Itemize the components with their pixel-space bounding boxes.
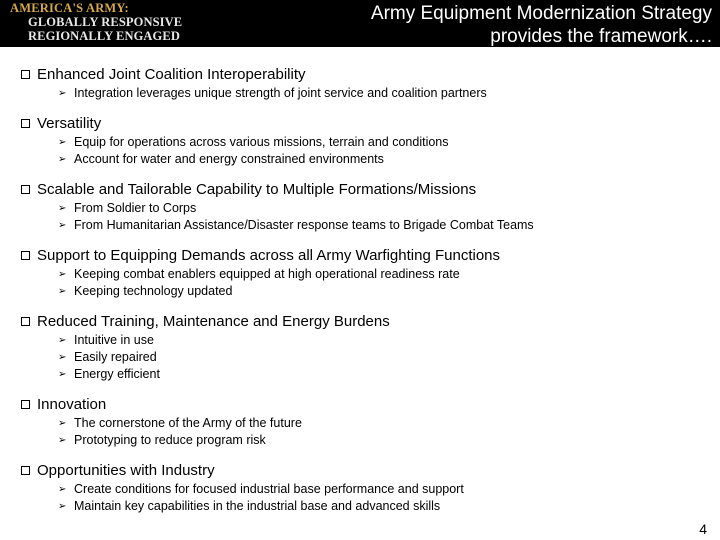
bullet-item — [58, 498, 712, 515]
checkbox-bullet-icon — [21, 251, 30, 260]
bullet-text: Account for water and energy constrained environments — [74, 152, 384, 166]
bullet-list — [58, 134, 712, 168]
bullet-list — [58, 481, 712, 515]
bullet-list — [58, 415, 712, 449]
arrow-bullet-icon: ➢ — [58, 88, 67, 99]
checkbox-bullet-icon — [21, 185, 30, 194]
slide-header — [0, 0, 720, 47]
bullet-list — [58, 266, 712, 300]
section-heading — [22, 461, 712, 480]
section — [22, 461, 712, 515]
logo-line-2: GLOBALLY RESPONSIVE — [28, 15, 183, 29]
section-heading — [22, 312, 712, 331]
arrow-bullet-icon: ➢ — [58, 352, 67, 363]
bullet-item — [58, 134, 712, 151]
section-heading-text: Innovation — [37, 396, 107, 413]
slide-title-line-1: Army Equipment Modernization Strategy — [370, 3, 712, 24]
arrow-bullet-icon: ➢ — [58, 501, 67, 512]
bullet-item — [58, 332, 712, 349]
bullet-item — [58, 432, 712, 449]
section — [22, 114, 712, 168]
checkbox-bullet-icon — [21, 400, 30, 409]
section — [22, 65, 712, 102]
arrow-bullet-icon: ➢ — [58, 220, 67, 231]
bullet-text: Equip for operations across various missions, terrain and conditions — [74, 135, 449, 149]
arrow-bullet-icon: ➢ — [58, 154, 67, 165]
bullet-text: Maintain key capabilities in the industrial base and advanced skills — [74, 499, 441, 513]
slide-title — [252, 2, 712, 49]
bullet-item — [58, 217, 712, 234]
section-heading-text: Versatility — [37, 115, 102, 132]
section-heading — [22, 395, 712, 414]
section-heading — [22, 114, 712, 133]
logo-line-1: AMERICA'S ARMY: — [10, 1, 129, 15]
section-heading-text: Opportunities with Industry — [37, 462, 215, 479]
checkbox-bullet-icon — [21, 466, 30, 475]
arrow-bullet-icon: ➢ — [58, 203, 67, 214]
page-number: 4 — [699, 521, 707, 537]
section — [22, 395, 712, 449]
bullet-item — [58, 366, 712, 383]
bullet-list — [58, 85, 712, 102]
section — [22, 246, 712, 300]
army-logo-text — [10, 1, 182, 43]
bullet-item — [58, 200, 712, 217]
bullet-text: Energy efficient — [74, 367, 160, 381]
bullet-list — [58, 332, 712, 383]
section — [22, 312, 712, 383]
bullet-item — [58, 415, 712, 432]
arrow-bullet-icon: ➢ — [58, 286, 67, 297]
arrow-bullet-icon: ➢ — [58, 269, 67, 280]
bullet-text: From Humanitarian Assistance/Disaster response teams to Brigade Combat Teams — [74, 218, 534, 232]
section-heading — [22, 180, 712, 199]
checkbox-bullet-icon — [21, 70, 30, 79]
arrow-bullet-icon: ➢ — [58, 335, 67, 346]
section-heading-text: Support to Equipping Demands across all Army Warfighting Functions — [37, 247, 501, 264]
bullet-text: Create conditions for focused industrial base performance and support — [74, 482, 464, 496]
slide-title-line-2: provides the framework…. — [490, 26, 712, 47]
slide-content — [22, 65, 712, 527]
section-heading — [22, 65, 712, 84]
bullet-item — [58, 85, 712, 102]
bullet-text: Keeping technology updated — [74, 284, 233, 298]
arrow-bullet-icon: ➢ — [58, 484, 67, 495]
bullet-item — [58, 481, 712, 498]
arrow-bullet-icon: ➢ — [58, 435, 67, 446]
section — [22, 180, 712, 234]
section-heading — [22, 246, 712, 265]
bullet-text: The cornerstone of the Army of the future — [74, 416, 302, 430]
bullet-item — [58, 151, 712, 168]
bullet-text: Keeping combat enablers equipped at high operational readiness rate — [74, 267, 460, 281]
bullet-item — [58, 349, 712, 366]
bullet-list — [58, 200, 712, 234]
section-heading-text: Reduced Training, Maintenance and Energy Burdens — [37, 313, 390, 330]
bullet-item — [58, 283, 712, 300]
checkbox-bullet-icon — [21, 317, 30, 326]
arrow-bullet-icon: ➢ — [58, 369, 67, 380]
section-heading-text: Scalable and Tailorable Capability to Multiple Formations/Missions — [37, 181, 477, 198]
section-heading-text: Enhanced Joint Coalition Interoperability — [37, 66, 306, 83]
bullet-text: Integration leverages unique strength of joint service and coalition partners — [74, 86, 487, 100]
bullet-text: Easily repaired — [74, 350, 157, 364]
logo-line-3: REGIONALLY ENGAGED — [28, 29, 180, 43]
bullet-item — [58, 266, 712, 283]
arrow-bullet-icon: ➢ — [58, 418, 67, 429]
bullet-text: Intuitive in use — [74, 333, 154, 347]
arrow-bullet-icon: ➢ — [58, 137, 67, 148]
bullet-text: From Soldier to Corps — [74, 201, 197, 215]
checkbox-bullet-icon — [21, 119, 30, 128]
bullet-text: Prototyping to reduce program risk — [74, 433, 266, 447]
